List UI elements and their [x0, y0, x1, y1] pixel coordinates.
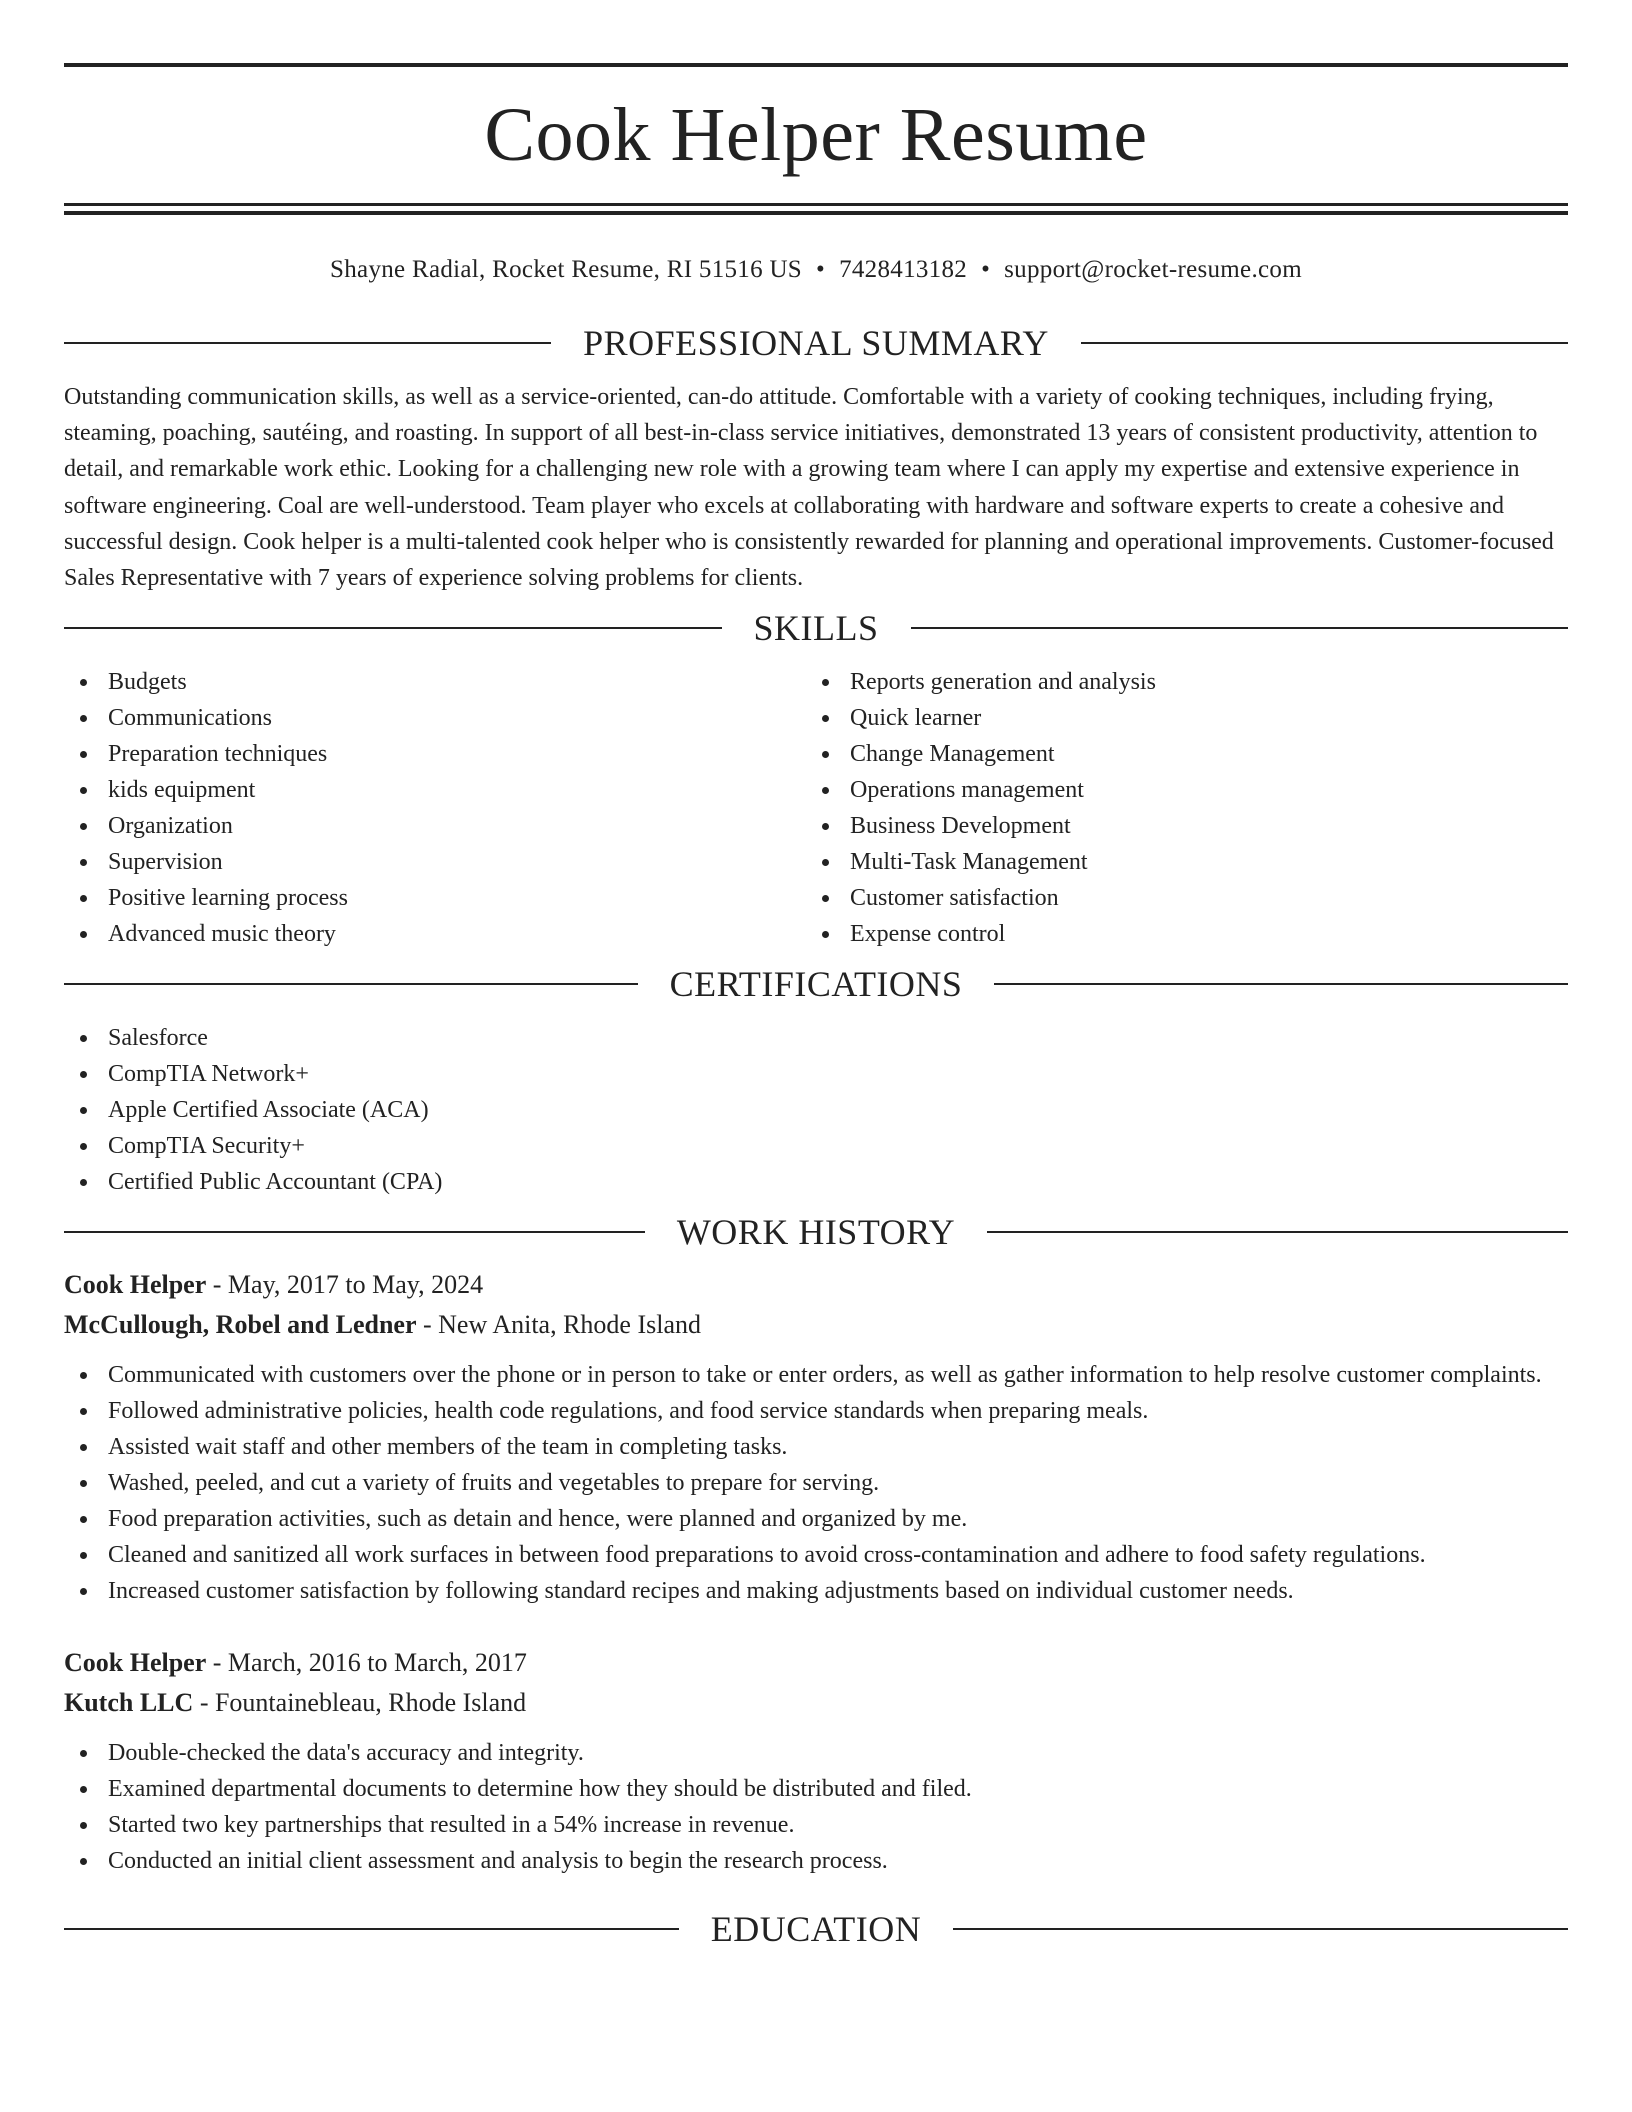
certification-item: Certified Public Accountant (CPA)	[64, 1164, 1568, 1200]
certifications-list	[64, 1020, 1568, 1200]
job-duty-item: Food preparation activities, such as detain and hence, were planned and organized by me.	[64, 1501, 1568, 1537]
certification-item: CompTIA Network+	[64, 1056, 1568, 1092]
contact-email: support@rocket-resume.com	[1004, 256, 1302, 283]
summary-text: Outstanding communication skills, as well as a service-oriented, can-do attitude. Comfortable with a variety of cooking techniques, including frying, steaming, poaching, sautéing, and roasting. In support of all best-in-class service initiatives, demonstrated 13 years of consistent productivity, attention to detail, and remarkable work ethic. Looking for a challenging new role with a growing team where I can apply my expertise and extensive experience in software engineering. Coal are well-understood. Team player who excels at collaborating with hardware and software experts to create a cohesive and successful design. Cook helper is a multi-talented cook helper who is consistently rewarded for planning and operational improvements. Customer-focused Sales Representative with 7 years of experience solving problems for clients.	[64, 384, 1554, 592]
job-duty-item: Started two key partnerships that resulted in a 54% increase in revenue.	[64, 1807, 1568, 1843]
skill-item: Reports generation and analysis	[806, 664, 1568, 700]
education-heading	[64, 1909, 1568, 1949]
skills-column-right	[806, 664, 1568, 952]
skill-item: Preparation techniques	[64, 736, 806, 772]
job-title: Cook Helper	[64, 1648, 207, 1678]
heading-rule-left	[64, 1928, 679, 1930]
job-duty-item: Double-checked the data's accuracy and integrity.	[64, 1735, 1568, 1771]
job-company-line	[64, 1683, 1568, 1723]
skill-item: Customer satisfaction	[806, 880, 1568, 916]
resume-title: Cook Helper Resume	[484, 93, 1148, 177]
skills-heading	[64, 608, 1568, 648]
skill-item: Budgets	[64, 664, 806, 700]
contact-separator: •	[816, 256, 826, 283]
job-company: Kutch LLC	[64, 1688, 194, 1718]
skill-item: Multi-Task Management	[806, 844, 1568, 880]
certifications-heading	[64, 964, 1568, 1004]
certification-item: Apple Certified Associate (ACA)	[64, 1092, 1568, 1128]
skill-item: Expense control	[806, 916, 1568, 952]
skill-item: Organization	[64, 808, 806, 844]
certification-item: CompTIA Security+	[64, 1128, 1568, 1164]
job-duty-item: Communicated with customers over the phone or in person to take or enter orders, as well as gather information to help resolve customer complaints.	[64, 1357, 1568, 1393]
summary-heading-label: PROFESSIONAL SUMMARY	[583, 323, 1049, 363]
education-heading-label: EDUCATION	[710, 1909, 922, 1950]
heading-rule-left	[64, 627, 722, 629]
certifications-heading-label: CERTIFICATIONS	[669, 964, 963, 1005]
heading-rule-left	[64, 1231, 645, 1233]
job-duty-item: Followed administrative policies, health code regulations, and food service standards when preparing meals.	[64, 1393, 1568, 1429]
job-duty-item: Conducted an initial client assessment and analysis to begin the research process.	[64, 1843, 1568, 1879]
skill-item: Advanced music theory	[64, 916, 806, 952]
job-duties-list	[64, 1357, 1568, 1609]
job-entry	[64, 1265, 1568, 1609]
summary-heading	[64, 323, 1568, 363]
title-double-rule	[64, 203, 1568, 215]
job-company-line	[64, 1305, 1568, 1345]
skill-item: Business Development	[806, 808, 1568, 844]
heading-rule-left	[64, 342, 551, 344]
skills-column-left	[64, 664, 806, 952]
job-title-line	[64, 1643, 1568, 1683]
skills-list	[64, 664, 1568, 952]
skill-item: Operations management	[806, 772, 1568, 808]
work-history-heading	[64, 1212, 1568, 1252]
job-title-line	[64, 1265, 1568, 1305]
job-duty-item: Assisted wait staff and other members of the team in completing tasks.	[64, 1429, 1568, 1465]
heading-rule-right	[987, 1231, 1568, 1233]
skill-item: Positive learning process	[64, 880, 806, 916]
heading-rule-left	[64, 983, 638, 985]
job-dates: - March, 2016 to March, 2017	[206, 1648, 527, 1678]
job-duty-item: Examined departmental documents to determine how they should be distributed and filed.	[64, 1771, 1568, 1807]
job-company: McCullough, Robel and Ledner	[64, 1310, 417, 1340]
job-duty-item: Washed, peeled, and cut a variety of fruits and vegetables to prepare for serving.	[64, 1465, 1568, 1501]
contact-phone: 7428413182	[839, 256, 968, 283]
skill-item: Supervision	[64, 844, 806, 880]
job-location: - Fountainebleau, Rhode Island	[193, 1688, 527, 1718]
job-duties-list	[64, 1735, 1568, 1879]
skill-item: Quick learner	[806, 700, 1568, 736]
skill-item: kids equipment	[64, 772, 806, 808]
skill-item: Communications	[64, 700, 806, 736]
top-rule	[64, 63, 1568, 67]
job-title: Cook Helper	[64, 1270, 207, 1300]
skill-item: Change Management	[806, 736, 1568, 772]
job-location: - New Anita, Rhode Island	[416, 1310, 702, 1340]
contact-line	[64, 255, 1568, 285]
job-duty-item: Cleaned and sanitized all work surfaces in between food preparations to avoid cross-contamination and adhere to food safety regulations.	[64, 1537, 1568, 1573]
work-history-heading-label: WORK HISTORY	[676, 1212, 956, 1253]
job-duty-item: Increased customer satisfaction by following standard recipes and making adjustments based on individual customer needs.	[64, 1573, 1568, 1609]
job-dates: - May, 2017 to May, 2024	[206, 1270, 484, 1300]
heading-rule-right	[911, 627, 1569, 629]
heading-rule-right	[994, 983, 1568, 985]
contact-separator: •	[981, 256, 991, 283]
heading-rule-right	[1081, 342, 1568, 344]
contact-address: Shayne Radial, Rocket Resume, RI 51516 US	[330, 256, 803, 283]
job-entry	[64, 1643, 1568, 1879]
heading-rule-right	[953, 1928, 1568, 1930]
certification-item: Salesforce	[64, 1020, 1568, 1056]
skills-heading-label: SKILLS	[753, 608, 879, 649]
